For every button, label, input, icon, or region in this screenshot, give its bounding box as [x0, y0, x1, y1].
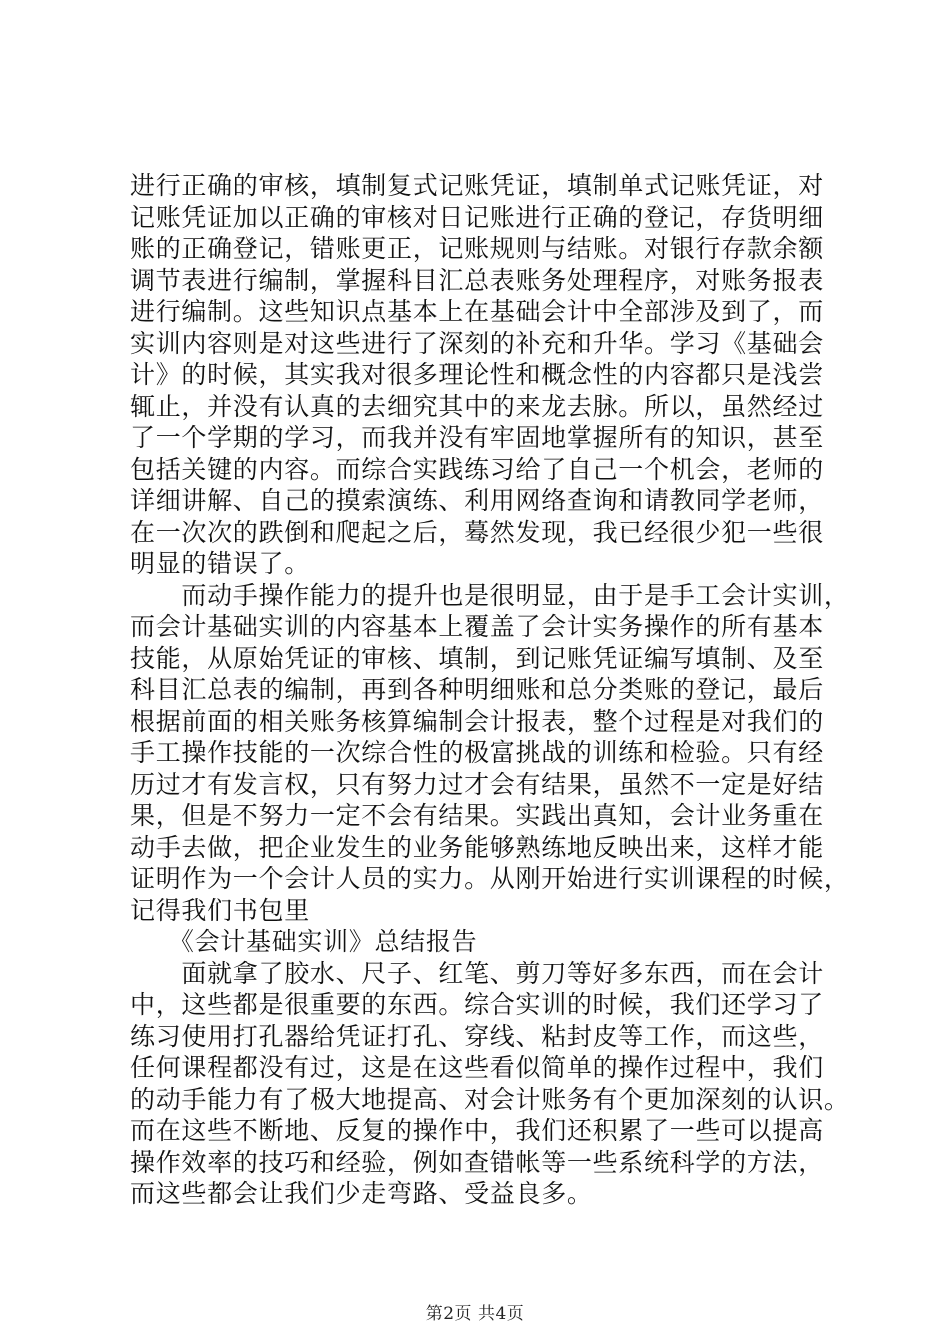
text-line: 技能，从原始凭证的审核、填制，到记账凭证编写填制、及至 — [130, 643, 824, 673]
text-line: 而在这些不断地、反复的操作中，我们还积累了一些可以提高 — [130, 1116, 824, 1145]
text-line: 在一次次的跌倒和爬起之后，蓦然发现，我已经很少犯一些很 — [130, 517, 824, 547]
text-line: 证明作为一个会计人员的实力。从刚开始进行实训课程的时候， — [130, 864, 850, 893]
text-line: 辄止，并没有认真的去细究其中的来龙去脉。所以，虽然经过 — [130, 391, 824, 421]
text-line: 计》的时候，其实我对很多理论性和概念性的内容都只是浅尝 — [130, 360, 824, 389]
text-line: 动手去做，把企业发生的业务能够熟练地反映出来，这样才能 — [130, 832, 824, 862]
text-line: 中，这些都是很重要的东西。综合实训的时候，我们还学习了 — [130, 990, 824, 1019]
text-line: 记得我们书包里 — [130, 895, 310, 925]
text-line: 详细讲解、自己的摸索演练、利用网络查询和请教同学老师， — [130, 486, 824, 515]
text-line: 练习使用打孔器给凭证打孔、穿线、粘封皮等工作，而这些， — [130, 1021, 824, 1051]
text-line: 的动手能力有了极大地提高、对会计账务有个更加深刻的认识。 — [130, 1084, 850, 1114]
text-line: 果，但是不努力一定不会有结果。实践出真知，会计业务重在 — [130, 801, 824, 830]
text-line: 根据前面的相关账务核算编制会计报表，整个过程是对我们的 — [130, 706, 824, 736]
text-line: 进行正确的审核，填制复式记账凭证，填制单式记账凭证，对 — [130, 171, 824, 200]
text-line: 手工操作技能的一次综合性的极富挑战的训练和检验。只有经 — [130, 738, 824, 767]
text-line: 调节表进行编制，掌握科目汇总表账务处理程序，对账务报表 — [130, 265, 824, 295]
section-heading: 《会计基础实训》总结报告 — [130, 927, 478, 956]
text-line: 实训内容则是对这些进行了深刻的补充和升华。学习《基础会 — [130, 328, 824, 358]
text-line: 明显的错误了。 — [130, 549, 310, 578]
page-number: 第2页 共4页 — [425, 1304, 525, 1324]
text-line: 了一个学期的学习，而我并没有牢固地掌握所有的知识，甚至 — [130, 423, 824, 452]
text-line: 而这些都会让我们少走弯路、受益良多。 — [130, 1179, 593, 1208]
text-line: 科目汇总表的编制，再到各种明细账和总分类账的登记，最后 — [130, 675, 824, 704]
text-line: 面就拿了胶水、尺子、红笔、剪刀等好多东西，而在会计 — [130, 958, 824, 988]
text-line: 而会计基础实训的内容基本上覆盖了会计实务操作的所有基本 — [130, 612, 824, 641]
text-line: 记账凭证加以正确的审核对日记账进行正确的登记，存货明细 — [130, 202, 824, 232]
text-line: 任何课程都没有过，这是在这些看似简单的操作过程中，我们 — [130, 1053, 824, 1082]
text-line: 操作效率的技巧和经验，例如查错帐等一些系统科学的方法， — [130, 1147, 824, 1177]
document-body — [130, 170, 850, 1210]
text-line: 进行编制。这些知识点基本上在基础会计中全部涉及到了，而 — [130, 297, 824, 326]
text-line: 历过才有发言权，只有努力过才会有结果，虽然不一定是好结 — [130, 769, 824, 799]
text-line: 账的正确登记，错账更正，记账规则与结账。对银行存款余额 — [130, 234, 824, 263]
text-line: 包括关键的内容。而综合实践练习给了自己一个机会，老师的 — [130, 454, 824, 484]
text-line: 而动手操作能力的提升也是很明显，由于是手工会计实训， — [130, 580, 850, 610]
